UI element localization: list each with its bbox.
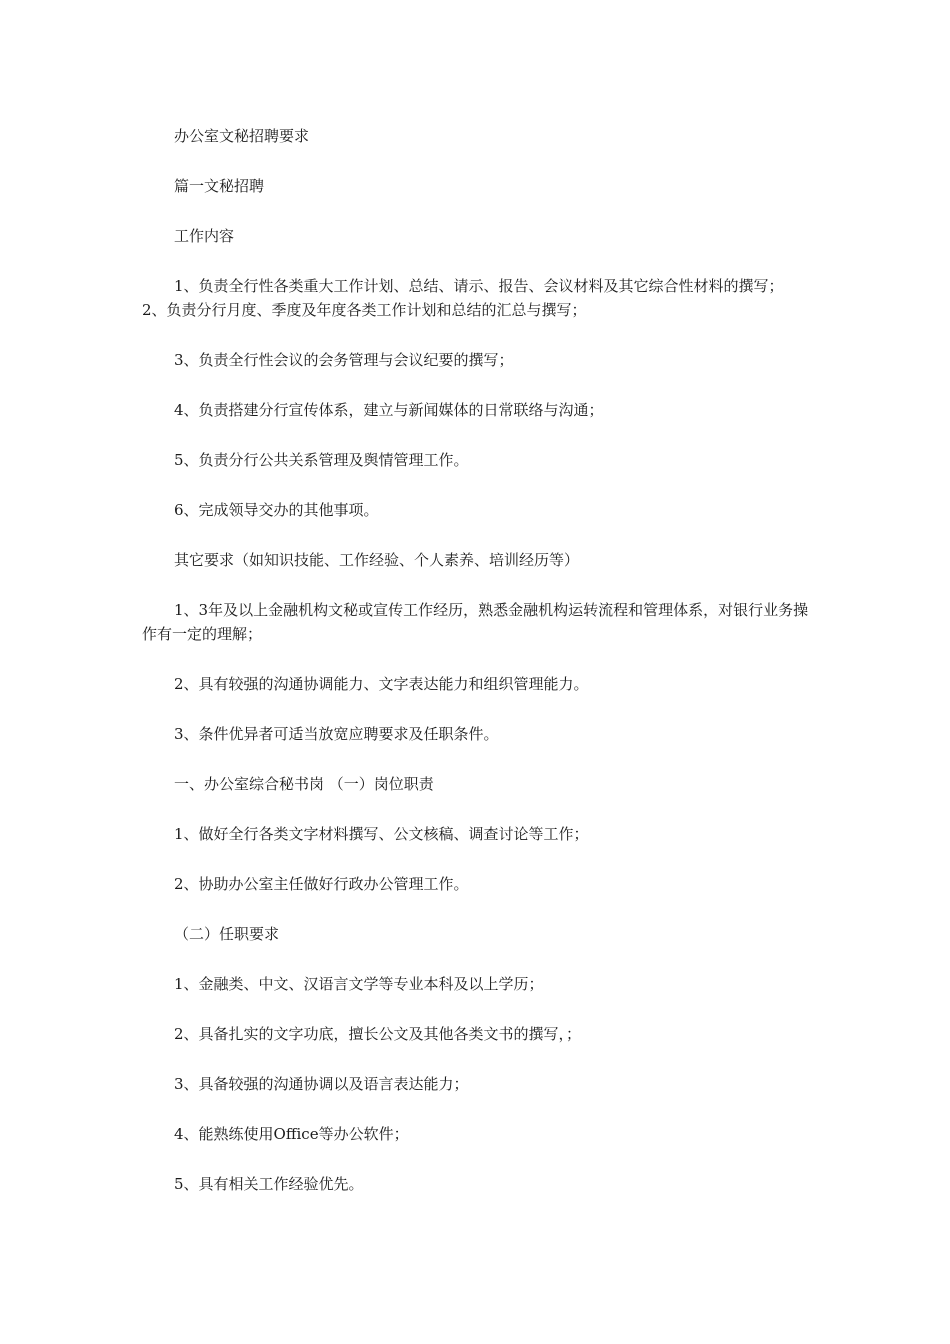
- subsection-heading: 工作内容: [174, 227, 235, 245]
- list-item: 1、负责全行性各类重大工作计划、总结、请示、报告、会议材料及其它综合性材料的撰写； 2、负责分行月度、季度及年度各类工作计划和总结的汇总与撰写；: [142, 277, 784, 319]
- list-item: 1、3年及以上金融机构文秘或宣传工作经历，熟悉金融机构运转流程和管理体系，对银行业务操作有一定的理解；: [142, 601, 809, 643]
- section-heading: 一、办公室综合秘书岗 （一）岗位职责: [174, 775, 434, 793]
- list-item: 3、负责全行性会议的会务管理与会议纪要的撰写；: [174, 351, 514, 369]
- list-item: 4、能熟练使用Office等办公软件；: [174, 1125, 409, 1143]
- list-item: 1、金融类、中文、汉语言文学等专业本科及以上学历；: [174, 975, 544, 993]
- list-item: 5、具有相关工作经验优先。: [174, 1175, 364, 1193]
- list-item: 3、具备较强的沟通协调以及语言表达能力；: [174, 1075, 469, 1093]
- document-body: [142, 124, 810, 1222]
- list-item: 1、做好全行各类文字材料撰写、公文核稿、调查讨论等工作；: [174, 825, 589, 843]
- list-item: 4、负责搭建分行宣传体系，建立与新闻媒体的日常联络与沟通；: [174, 401, 604, 419]
- subsection-heading: （二）任职要求: [174, 925, 280, 943]
- section-heading: 篇一文秘招聘: [174, 177, 265, 195]
- list-item: 3、条件优异者可适当放宽应聘要求及任职条件。: [174, 725, 499, 743]
- list-item: 6、完成领导交办的其他事项。: [174, 501, 379, 519]
- list-item: 2、具有较强的沟通协调能力、文字表达能力和组织管理能力。: [174, 675, 589, 693]
- list-item: 2、具备扎实的文字功底，擅长公文及其他各类文书的撰写，；: [174, 1025, 582, 1043]
- subsection-heading: 其它要求（如知识技能、工作经验、个人素养、培训经历等）: [174, 551, 580, 569]
- list-item: 2、协助办公室主任做好行政办公管理工作。: [174, 875, 469, 893]
- list-item: 5、负责分行公共关系管理及舆情管理工作。: [174, 451, 469, 469]
- document-title: 办公室文秘招聘要求: [174, 127, 310, 145]
